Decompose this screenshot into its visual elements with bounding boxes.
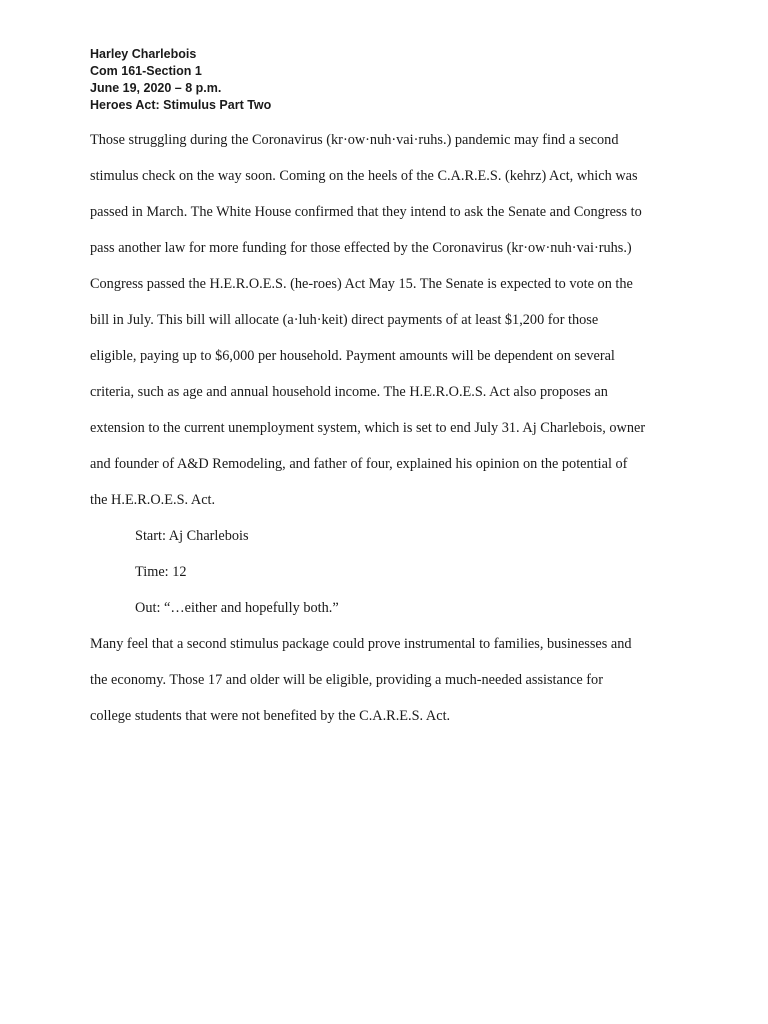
paragraph-2-line: the economy. Those 17 and older will be eligible, providing a much-needed assistance for (90, 672, 603, 688)
course-section: Com 161-Section 1 (90, 64, 202, 78)
paragraph-1-line: Those struggling during the Coronavirus (kr·ow·nuh·vai·ruhs.) pandemic may find a second (90, 132, 619, 148)
paragraph-2-line: college students that were not benefited by the C.A.R.E.S. Act. (90, 708, 451, 724)
paragraph-1-line: stimulus check on the way soon. Coming on the heels of the C.A.R.E.S. (kehrz) Act, which was (90, 168, 638, 184)
sound-bite-out: Out: “…either and hopefully both.” (135, 600, 339, 616)
paragraph-1-line: bill in July. This bill will allocate (a·luh·keit) direct payments of at least $1,200 for those (90, 312, 599, 328)
sound-bite-start: Start: Aj Charlebois (135, 528, 249, 544)
document-header (90, 46, 271, 114)
sound-bite-time: Time: 12 (135, 564, 187, 580)
date-time: June 19, 2020 – 8 p.m. (90, 81, 222, 95)
paragraph-1-line: Congress passed the H.E.R.O.E.S. (he-roes) Act May 15. The Senate is expected to vote on the (90, 276, 633, 292)
paragraph-1-line: passed in March. The White House confirmed that they intend to ask the Senate and Congress to (90, 204, 642, 220)
paragraph-1-line: the H.E.R.O.E.S. Act. (90, 492, 216, 508)
paragraph-1-line: eligible, paying up to $6,000 per household. Payment amounts will be dependent on several (90, 348, 615, 364)
paragraph-1-line: criteria, such as age and annual household income. The H.E.R.O.E.S. Act also proposes an (90, 384, 608, 400)
paragraph-1-line: extension to the current unemployment system, which is set to end July 31. Aj Charlebois, owner (90, 420, 646, 436)
paragraph-1-line: and founder of A&D Remodeling, and father of four, explained his opinion on the potential of (90, 456, 628, 472)
paragraph-2-line: Many feel that a second stimulus package could prove instrumental to families, businesses and (90, 636, 632, 652)
story-title: Heroes Act: Stimulus Part Two (90, 98, 272, 112)
author-name: Harley Charlebois (90, 47, 197, 61)
paragraph-1-line: pass another law for more funding for those effected by the Coronavirus (kr·ow·nuh·vai·ruhs.) (90, 240, 632, 256)
